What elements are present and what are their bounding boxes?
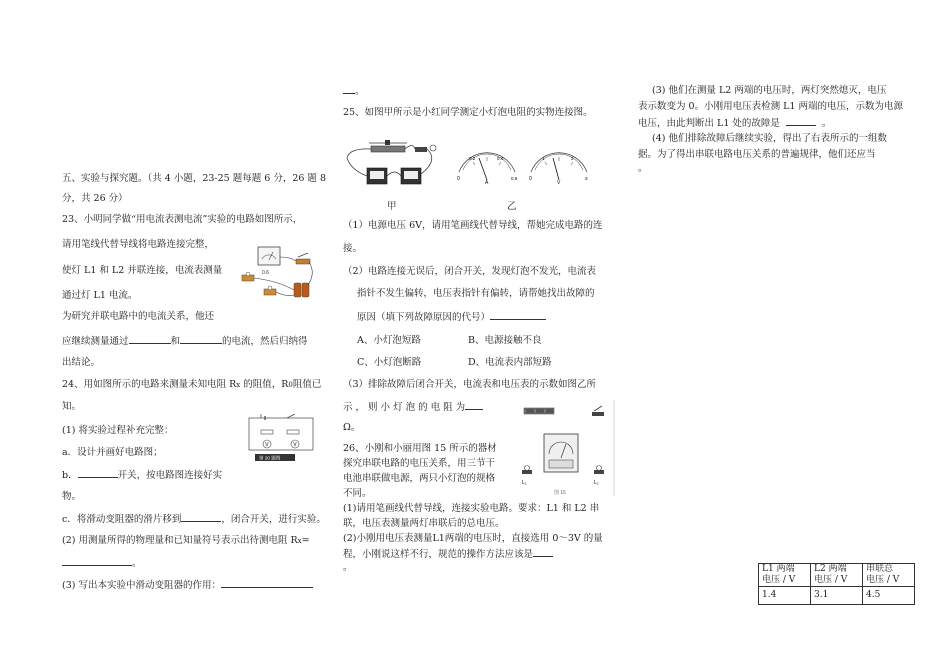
q25-line7: （3）排除故障后闭合开关，电流表和电压表的示数如图乙所 [343, 379, 597, 390]
svg-text:2: 2 [571, 156, 574, 161]
q26-text: 。 [821, 118, 832, 129]
q25-line8 [343, 400, 483, 415]
q23-line2: 请用笔线代替导线将电路连接完整， [62, 239, 215, 250]
q24-text: 阻值已 [292, 379, 322, 390]
svg-text:0.4: 0.4 [497, 156, 504, 161]
q24-text: 。 [132, 558, 142, 569]
q26-4-line2: 据。为了得出串联电路电压关系的普遍规律，他们还应当 [638, 149, 876, 160]
svg-text:0: 0 [457, 176, 460, 182]
svg-text:0: 0 [529, 176, 532, 182]
q26-figure [516, 398, 616, 498]
q25-figure-yi [453, 150, 593, 190]
svg-text:0.2: 0.2 [469, 156, 476, 161]
q23-line5: 为研究并联电路中的电流关系，他还 [62, 311, 215, 322]
battery-icon [294, 283, 301, 297]
resistor-icon [261, 430, 273, 434]
q25-line3: 接。 [343, 243, 363, 254]
switch-icon [296, 259, 310, 264]
q24-blank-slider[interactable] [181, 512, 221, 522]
q26-fig-caption: 图 15 [554, 490, 566, 496]
svg-text:V: V [265, 442, 269, 448]
q25-line9: Ω。 [343, 422, 361, 433]
q23-blank-1[interactable] [129, 334, 171, 344]
text: 。 [355, 86, 365, 97]
q24-circuit-figure [243, 414, 321, 464]
switch-icon [415, 147, 427, 152]
q26-line5: (1)请用笔画线代替导线，连接实验电路。要求：L1 和 L2 串 [343, 503, 600, 514]
q24-text: c．将滑动变阻器的滑片移到 [62, 514, 182, 525]
table-cell: 3.1 [811, 586, 863, 604]
table-header-cell: L1 两端 电压 / V [759, 564, 811, 587]
q23-blank-2[interactable] [180, 334, 222, 344]
q26-line2: 探究串联电路的电压关系，用三节干 [343, 458, 496, 469]
table-cell: 1.4 [759, 586, 811, 604]
svg-text:1: 1 [542, 156, 545, 161]
svg-text:A: A [485, 180, 489, 186]
q24-text: 24、用如图所示的电路来测量未知电阻 R [62, 379, 237, 390]
table-row [759, 564, 915, 587]
q23-text: 的电流，然后归纳得 [222, 336, 308, 347]
q24-blank-formula[interactable] [62, 556, 132, 566]
table-cell: 4.5 [863, 586, 915, 604]
q25-text: 原因（填下列故障原因的代号） [357, 312, 491, 323]
q25-label-yi: 乙 [507, 201, 517, 212]
q24-text: 的阻值，R [240, 379, 289, 390]
q26-line9: 。 [343, 562, 353, 573]
section-heading-cont: 分，共 26 分） [62, 193, 128, 204]
q24-line9 [62, 556, 142, 571]
q26-blank-fault[interactable] [786, 116, 816, 126]
q23-line4: 通过灯 L1 电流。 [62, 290, 138, 301]
q24-line5 [62, 468, 222, 483]
q26-4-line1: (4) 他们排除故障后继续实验，得出了右表所示的一组数 [652, 133, 887, 144]
q26-4-line3: 。 [638, 163, 648, 174]
q25-option-d[interactable]: D、电流表内部短路 [468, 357, 552, 368]
q25-line2: （1）电源电压 6V，请用笔画线代替导线，帮她完成电路的连 [343, 220, 603, 231]
q24-text: (2) 用测量所得的物理量和已知量符号表示出待测电阻 R [62, 535, 298, 546]
q25-label-jia: 甲 [387, 201, 397, 212]
ammeter-icon [258, 247, 280, 265]
q26-3-line1: (3) 他们在测量 L2 两端的电压时，两灯突然熄灭，电压 [652, 85, 887, 96]
q24-blank-switch[interactable] [78, 468, 118, 478]
q26-line3: 电池串联做电源，两只小灯泡的规格 [343, 473, 496, 484]
svg-text:V: V [557, 180, 561, 186]
voltmeter-dial-icon [529, 153, 588, 186]
q26-3-line2: 表示数变为 0。小刚用电压表检测 L1 两端的电压，示数为电源 [638, 101, 903, 112]
switch-icon [592, 412, 604, 416]
bulb-icon [430, 145, 436, 151]
svg-text:L₂: L₂ [594, 480, 599, 486]
q25-line1: 25、如图甲所示是小红同学测定小灯泡电阻的实物连接图。 [343, 107, 593, 118]
q24-line1: 24、用如图所示的电路来测量未知电阻 Rx 的阻值，R0阻值已 [62, 379, 322, 390]
q24-line7 [62, 512, 326, 527]
q24-subscript: x [236, 381, 241, 389]
q23-line1: 23、小明同学做“用电流表测电流”实验的电路如图所示， [62, 214, 303, 225]
q26-3-line3 [638, 116, 831, 131]
q23-line6 [62, 334, 308, 349]
q25-blank-resistance[interactable] [465, 400, 483, 410]
q24-line10 [62, 578, 313, 593]
q25-figure-jia [343, 138, 443, 190]
table-header-cell: L2 两端 电压 / V [811, 564, 863, 587]
q26-line4: 不同。 [343, 488, 372, 499]
q24-line6: 物。 [62, 491, 82, 502]
q24-blank-role[interactable] [221, 578, 313, 588]
table-header-cell: 串联总 电压 / V [863, 564, 915, 587]
q26-text: 程，小刚说这样不行，规范的操作方法应该是 [343, 549, 534, 560]
rheostat-icon [371, 146, 405, 152]
switch-icon [287, 414, 295, 418]
q24-line8: (2) 用测量所得的物理量和已知量符号表示出待测电阻 Rx= [62, 535, 310, 546]
resistor-icon [287, 430, 299, 434]
q23-line3: 使灯 L1 和 L2 并联连接，电流表测量 [62, 265, 223, 276]
q25-option-c[interactable]: C、小灯泡断路 [357, 357, 422, 368]
q23-text: 应继续测量通过 [62, 336, 129, 347]
q24-text: 开关，按电路图连接好实 [117, 470, 223, 481]
voltage-data-table [758, 563, 915, 605]
q23-line7: 出结论。 [62, 357, 101, 368]
q24-fig-caption: 第 20 题图 [259, 455, 281, 461]
q26-line8 [343, 547, 553, 562]
q25-line5: 指针不发生偏转，电压表指针有偏转，请帮她找出故障的 [357, 288, 595, 299]
q23-fig-label: 0.6 [262, 270, 269, 276]
q24-line4: a．设计并画好电路图； [62, 447, 163, 458]
q24-text: b． [62, 470, 78, 481]
q25-text: 示 ， 则 小 灯 泡 的 电 阻 为 [343, 402, 466, 413]
svg-text:L₁: L₁ [522, 480, 527, 486]
q26-blank-method[interactable] [533, 547, 553, 557]
section-heading: 五、实验与探究题。（共 4 小题，23-25 题每题 6 分，26 题 8 [62, 173, 326, 184]
q26-line7: (2)小刚用电压表测量L1两端的电压时，直接选用 0～3V 的量 [343, 533, 603, 544]
q25-option-a[interactable]: A、小灯泡短路 [357, 335, 421, 346]
q24-text: ，闭合开关，进行实验。 [221, 514, 326, 525]
svg-text:0.6: 0.6 [511, 176, 518, 181]
q25-line6 [357, 310, 546, 325]
table-row [759, 586, 915, 604]
svg-text:3: 3 [585, 176, 588, 181]
q24-line3: (1) 将实验过程补充完整： [62, 425, 174, 436]
q24-text: (3) 写出本实验中滑动变阻器的作用： [62, 580, 221, 591]
q25-option-b[interactable]: B、电源接触不良 [468, 335, 542, 346]
q26-line6: 联，电压表测量两灯串联后的总电压。 [343, 518, 505, 529]
q26-text: 电压，由此判断出 L1 处的故障是 [638, 118, 780, 129]
prev-blank[interactable] [343, 84, 355, 94]
ammeter-dial-icon [457, 153, 518, 186]
q23-circuit-figure [238, 245, 318, 307]
svg-text:V: V [293, 442, 297, 448]
prev-answer-end [343, 84, 365, 99]
q26-line1: 26、小刚和小丽用图 15 所示的器材 [343, 443, 497, 454]
q24-text: = [301, 535, 310, 546]
q25-blank-fault[interactable] [490, 310, 546, 320]
q23-text: 和 [170, 336, 181, 347]
q24-line2: 知。 [62, 401, 82, 412]
q25-line4: （2）电路连接无误后，闭合开关，发现灯泡不发光，电流表 [343, 266, 597, 277]
